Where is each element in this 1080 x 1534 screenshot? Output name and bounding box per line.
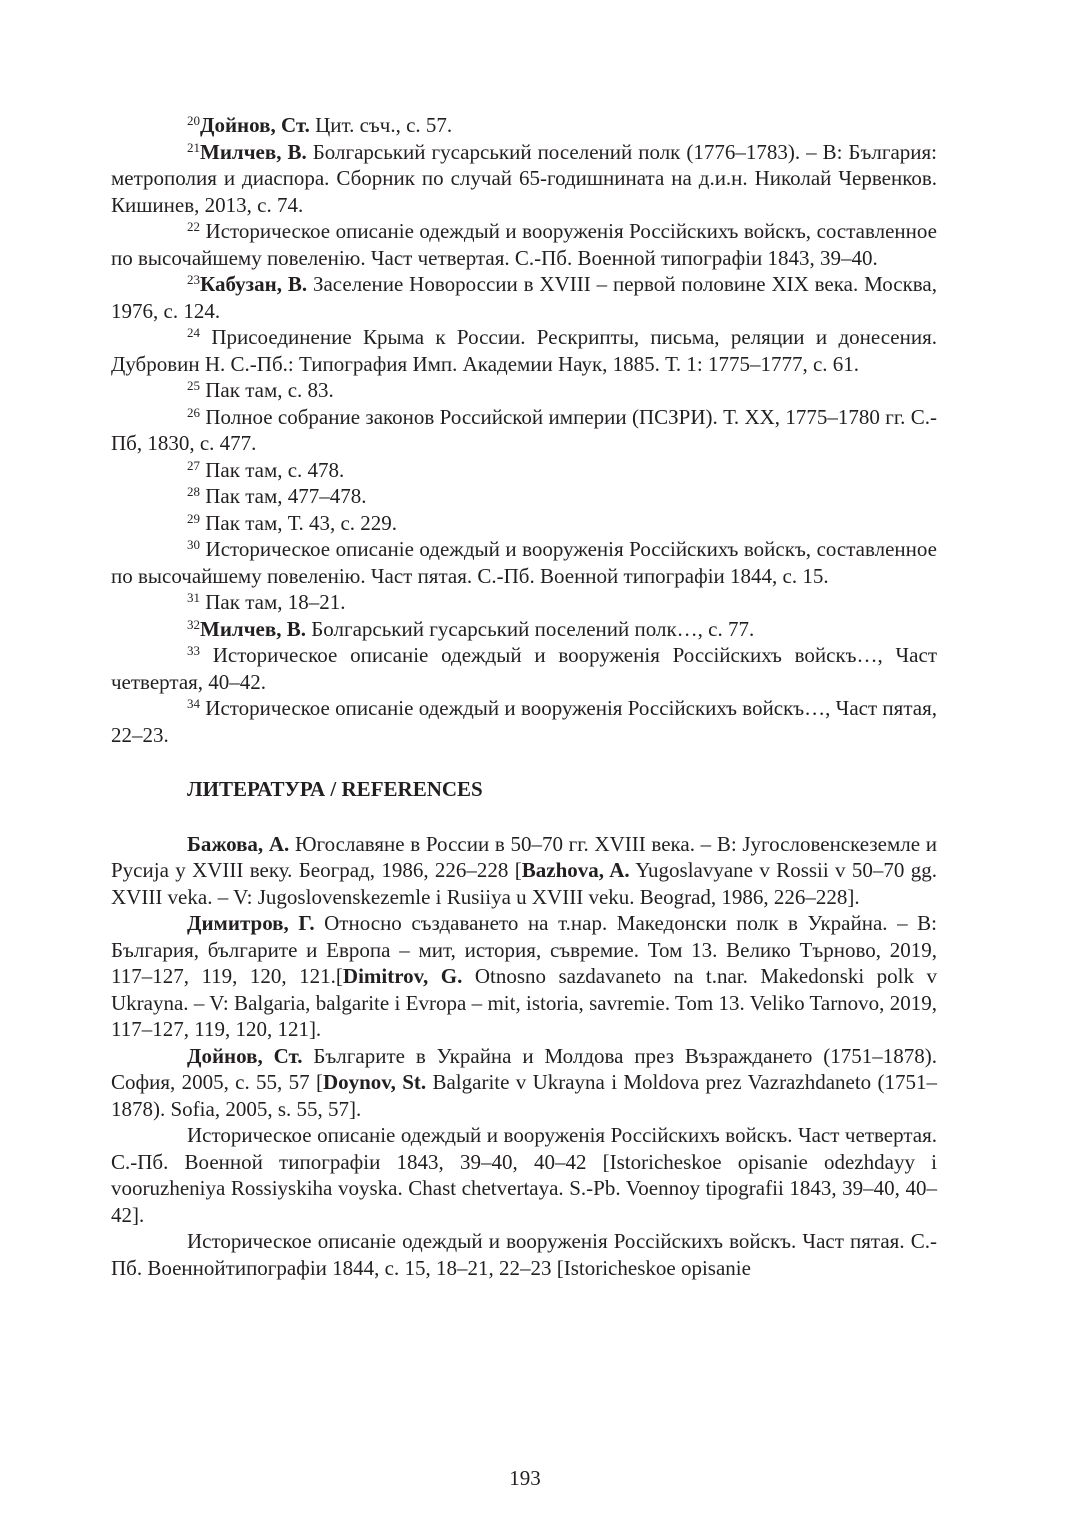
reference-author: Димитров, Г. [187,911,315,935]
reference-entry [111,1043,937,1123]
footnote-text: Историческое описаніе одеждый и вооруженія Россійскихъ войскъ…, Част четвертая, 40–42. [111,643,937,694]
references-list [111,831,937,1282]
reference-entry [111,1228,937,1281]
reference-text: Историческое описаніе одеждый и вооруженія Россійскихъ войскъ. Част пятая. С.-Пб. Военнойтипографіи 1844, с. 15, 18–21, 22–23 [Istoricheskoe opisanie [111,1229,937,1280]
footnote-text: Цит. съч., с. 57. [309,113,453,137]
footnote-author: Дойнов, Ст. [200,113,310,137]
reference-entry [111,910,937,1043]
footnote-number: 27 [187,457,200,473]
footnote-text: Присоединение Крыма к России. Рескрипты, письма, реляции и донесения. Дубровин Н. С.-Пб.: Типография Имп. Академии Наук, 1885. Т. 1: 1775–1777, с. 61. [111,325,937,376]
footnote [111,589,937,616]
footnote [111,457,937,484]
reference-author-latin: Dimitrov, G. [342,964,463,988]
footnote-text: Пак там, с. 83. [200,378,334,402]
footnote-number: 24 [187,325,200,340]
footnote-text: Болгарський гусарський поселений полк (1776–1783). – В: България: метрополия и диаспора. Сборник по случай 65-годишнината на д.и.н. Николай Червенков. Кишинев, 2013, с. 74. [111,139,937,217]
footnote [111,324,937,377]
footnote-text: Полное собрание законов Российской империи (ПСЗРИ). Т. XX, 1775–1780 гг. С.-Пб, 1830, с. 477. [111,404,937,455]
reference-text: Българите в Украйна и Молдова през Възраждането (1751–1878). София, 2005, с. 55, 57 [ [111,1043,937,1094]
reference-entry [111,831,937,911]
footnote [111,616,937,643]
reference-author-latin: Bazhova, A. [521,858,630,882]
footnote [111,642,937,695]
footnote [111,271,937,324]
references-heading: ЛИТЕРАТУРА / REFERENCES [187,777,483,801]
footnote-text: Историческое описаніе одеждый и вооруженія Россійскихъ войскъ, составленное по высочайшему повеленію. Част четвертая. С.-Пб. Военной типографіи 1843, 39–40. [111,219,937,270]
footnote-text: Пак там, 477–478. [200,484,367,508]
reference-text: Историческое описаніе одеждый и вооруженія Россійскихъ войскъ. Част четвертая. С.-Пб. Военной типографіи 1843, 39–40, 40–42 [Istoricheskoe opisanie odezhdayy i vooruzheniya Rossiyskiha voyska. Chast chetvertaya. S.-Pb. Voennoy tipografii 1843, 39–40, 40–42]. [111,1123,937,1227]
footnote-author: Милчев, В. [200,139,307,164]
footnote-text: Историческое описаніе одеждый и вооруженія Россійскихъ войскъ, составленное по высочайшему повеленію. Част пятая. С.-Пб. Военной типографіи 1844, с. 15. [111,537,937,588]
footnote [111,510,937,537]
reference-entry [111,1122,937,1228]
footnote [111,112,937,139]
footnote-number: 21 [187,139,200,155]
footnote [111,536,937,589]
footnote-text: Заселение Новороссии в XVIII – первой половине XIX века. Москва, 1976, с. 124. [111,272,937,323]
footnote-number: 32 [187,616,200,632]
footnote [111,218,937,271]
footnote-text: Историческое описаніе одеждый и вооруженія Россійскихъ войскъ…, Част пятая, 22–23. [111,696,937,747]
footnote-author: Милчев, В. [200,616,306,641]
footnote-author: Кабузан, В. [200,272,308,296]
footnote-text: Пак там, Т. 43, с. 229. [200,510,398,535]
footnote-number: 30 [187,537,200,552]
footnote [111,695,937,748]
footnote [111,377,937,404]
footnote-text: Пак там, 18–21. [200,590,346,614]
reference-author-latin: Doynov, St. [322,1070,427,1094]
reference-text-latin: Balgarite v Ukrayna i Moldova prez Vazrazhdaneto (1751–1878). Sofia, 2005, s. 55, 57]. [111,1070,937,1121]
reference-text: Относно създаването на т.нар. Македонски полк в Украйна. – В: България, българите и Европа – мит, история, съвремие. Том 13. Велико Търново, 2019, 117–127, 119, 120, 121.[ [111,911,937,988]
footnote-number: 22 [187,219,200,234]
reference-author: Дойнов, Ст. [187,1043,303,1068]
reference-text-latin: Otnosno sazdavaneto na t.nar. Makedonski polk v Ukrayna. – V: Balgaria, balgarite i Evropa – mit, istoria, savremie. Tom 13. Veliko Tarnovo, 2019, 117–127, 119, 120, 121]. [111,964,938,1041]
footnote-text: Пак там, с. 478. [200,457,345,482]
reference-text: Югославяне в России в 50–70 гг. XVIII века. – В: Југословенскеземле и Русија у XVIII веку. Београд, 1986, 226–228 [ [111,831,938,882]
footnote-number: 34 [187,696,200,711]
footnote-number: 23 [187,272,200,287]
footnote [111,139,937,219]
footnote-number: 26 [187,404,200,420]
footnote-number: 25 [187,378,200,393]
footnote [111,404,937,457]
footnote-number: 28 [187,484,200,499]
footnote-text: Болгарський гусарський поселений полк…, с. 77. [305,616,755,641]
reference-author: Бажова, А. [187,831,290,856]
footnote-number: 33 [187,643,200,658]
footnote-number: 29 [187,510,200,526]
page-number: 193 [509,1466,541,1490]
footnote-number: 20 [187,113,200,128]
page-body [111,112,937,1281]
reference-text-latin: Yugoslavyane v Rossii v 50–70 gg. XVIII veka. – V: Jugoslovenskezemle i Rusiiya u XVIII veku. Beograd, 1986, 226–228]. [111,858,937,909]
footnote-number: 31 [187,590,200,605]
footnote [111,483,937,510]
footnotes [111,112,937,748]
